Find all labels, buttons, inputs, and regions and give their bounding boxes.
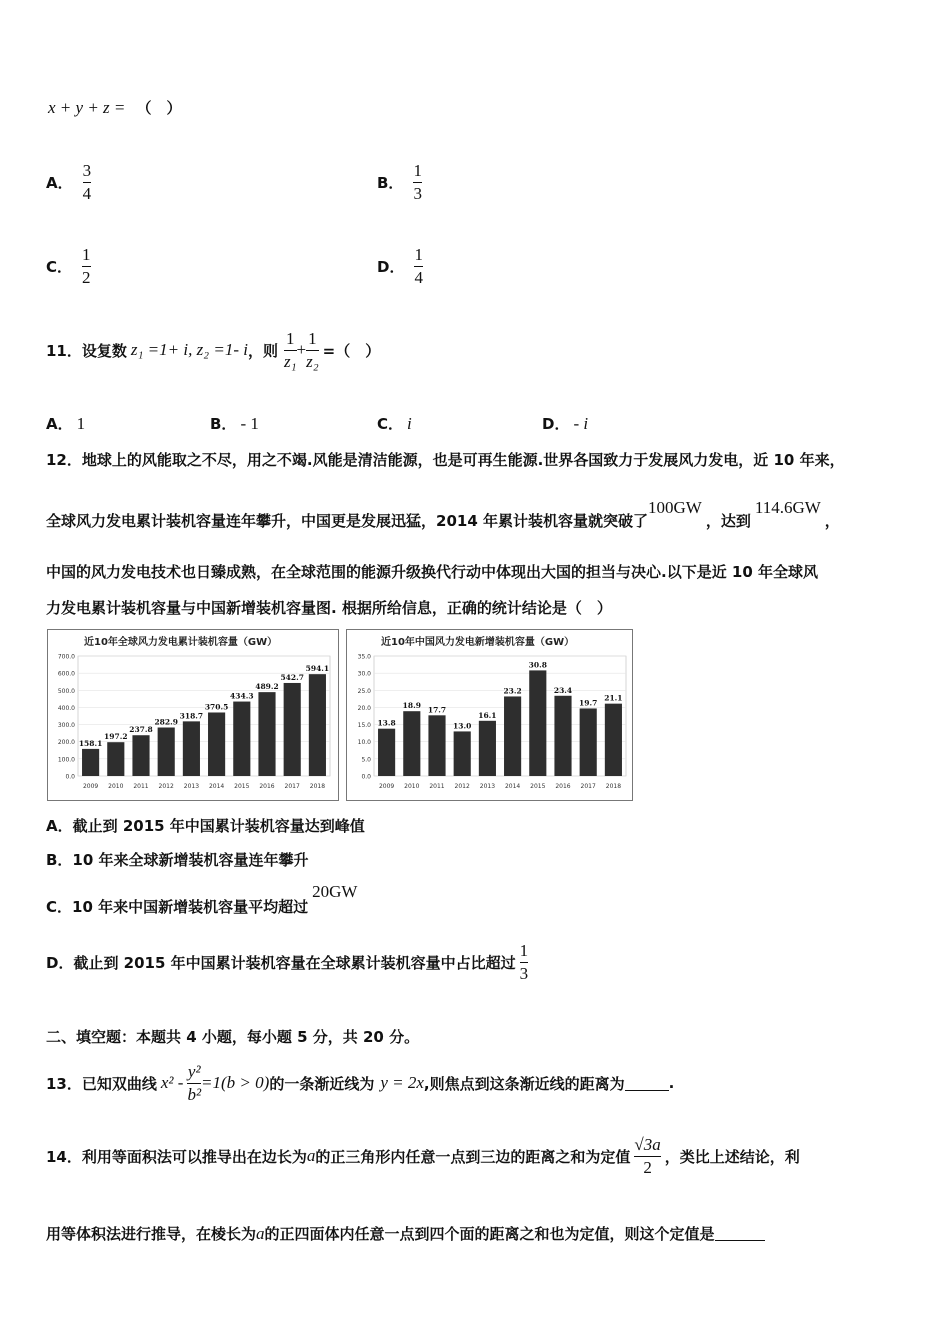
x-tick-label: 2013	[183, 783, 200, 790]
fraction: $\frac{1}{3}$	[413, 161, 422, 203]
chart-china-new-svg	[347, 630, 632, 800]
x-tick-label: 2010	[108, 783, 124, 790]
y-tick-label: 700.0	[57, 653, 75, 661]
q14-line-2: 用等体积法进行推导，在棱长为 a 的正四面体内任意一点到四个面的距离之和也为定值，则这个定值是	[46, 1223, 765, 1244]
q11-stem: 11．设复数 z₁ =1+ i, z₂ =1- i ，则 $\frac{1}{\text{z₁}}$ + $\frac{1}{\text{z₂}}$ =（ ）	[46, 329, 381, 371]
y-tick-label: 500.0	[57, 687, 75, 695]
q10-option-d[interactable]: D． $\frac{1}{4}$	[377, 245, 423, 287]
y-tick-label: 400.0	[57, 704, 75, 712]
bar	[479, 721, 496, 776]
y-tick-label: 300.0	[57, 722, 75, 730]
x-tick-label: 2015	[530, 783, 546, 790]
data-label: 17.7	[427, 705, 447, 715]
bar	[428, 715, 445, 776]
data-label: 594.1	[305, 664, 330, 674]
data-label: 13.0	[453, 721, 472, 731]
q11-option-d[interactable]: D． - i	[542, 414, 589, 433]
x-tick-label: 2017	[284, 783, 300, 790]
y-tick-label: 35.0	[357, 653, 371, 661]
y-tick-label: 25.0	[357, 687, 371, 695]
bar	[529, 670, 546, 776]
q11-option-b[interactable]: B． - 1	[210, 414, 259, 433]
answer-blank[interactable]	[715, 1226, 765, 1241]
bar	[403, 711, 420, 776]
q12-line-2: 全球风力发电累计装机容量连年攀升，中国更是发展迅猛，2014 年累计装机容量就突破了 100GW ，达到 114.6GW ，	[46, 498, 840, 530]
x-tick-label: 2016	[555, 783, 571, 790]
q10-stem: x + y + z = （ ）	[48, 98, 182, 117]
q13-stem: 13．已知双曲线 x² - $\frac{\text{y²}}{\text{b²}}$ =1(b > 0) 的一条渐近线为 y = 2x ,则焦点到这条渐近线的距离为 .	[46, 1062, 675, 1104]
bar	[454, 731, 471, 776]
y-tick-label: 0.0	[65, 773, 75, 781]
bar	[132, 735, 149, 776]
x-tick-label: 2018	[605, 783, 622, 790]
x-tick-label: 2016	[259, 783, 275, 790]
bar	[504, 696, 521, 776]
y-tick-label: 5.0	[361, 756, 371, 764]
x-tick-label: 2011	[133, 783, 149, 790]
x-tick-label: 2014	[208, 783, 225, 790]
data-label: 18.9	[402, 701, 421, 711]
y-tick-label: 20.0	[357, 704, 371, 712]
data-label: 489.2	[255, 682, 279, 692]
y-tick-label: 15.0	[357, 722, 371, 730]
data-label: 23.2	[503, 686, 522, 696]
q11-option-c[interactable]: C． i	[377, 414, 412, 433]
y-tick-label: 200.0	[57, 739, 75, 747]
bar	[183, 721, 200, 776]
data-label: 23.4	[553, 685, 573, 695]
x-tick-label: 2015	[234, 783, 250, 790]
q12-line-1: 12．地球上的风能取之不尽，用之不竭.风能是清洁能源，也是可再生能源.世界各国致力于发展风力发电，近 10 年来，	[46, 451, 845, 469]
q10-option-a[interactable]: A． $\frac{3}{4}$	[46, 161, 92, 203]
q11-option-a[interactable]: A． 1	[46, 414, 86, 433]
data-label: 237.8	[129, 725, 153, 735]
chart-global-cumulative	[47, 629, 339, 801]
fraction: $\frac{√3a}{2}$	[634, 1135, 661, 1177]
bar	[284, 683, 301, 776]
section-heading: 二、填空题：本题共 4 小题，每小题 5 分，共 20 分。	[46, 1028, 420, 1046]
data-label: 16.1	[478, 710, 497, 720]
y-tick-label: 0.0	[361, 773, 371, 781]
bar	[554, 696, 571, 776]
data-label: 19.7	[579, 698, 598, 708]
fraction: $\frac{1}{2}$	[82, 245, 91, 287]
fraction: $\frac{1}{\text{z₂}}$	[306, 329, 319, 371]
chart-title: 近10年中国风力发电新增装机容量（GW）	[381, 637, 575, 648]
q12-option-d[interactable]: D．截止到 2015 年中国累计装机容量在全球累计装机容量中占比超过 $\frac{1}{3}$	[46, 941, 529, 983]
bar	[82, 749, 99, 776]
answer-blank[interactable]	[625, 1076, 669, 1091]
x-tick-label: 2009	[82, 783, 99, 790]
x-tick-label: 2017	[580, 783, 596, 790]
x-tick-label: 2009	[378, 783, 395, 790]
bar	[378, 729, 395, 776]
x-tick-label: 2018	[309, 783, 326, 790]
bar	[309, 674, 326, 776]
data-label: 318.7	[179, 711, 204, 721]
data-label: 30.8	[528, 660, 547, 670]
data-label: 21.1	[604, 693, 623, 703]
bar	[158, 728, 175, 776]
x-tick-label: 2013	[479, 783, 496, 790]
y-tick-label: 100.0	[57, 756, 75, 764]
bar	[107, 742, 124, 776]
q12-option-a[interactable]: A．截止到 2015 年中国累计装机容量达到峰值	[46, 817, 365, 835]
y-tick-label: 30.0	[357, 670, 371, 678]
x-tick-label: 2012	[158, 783, 174, 790]
q10-option-c[interactable]: C． $\frac{1}{2}$	[46, 245, 91, 287]
fraction: $\frac{1}{3}$	[519, 941, 529, 983]
chart-global-cumulative-svg	[48, 630, 338, 800]
data-label: 13.8	[377, 718, 396, 728]
data-label: 282.9	[154, 717, 178, 727]
bar	[258, 692, 275, 776]
q12-line-4: 力发电累计装机容量与中国新增装机容量图. 根据所给信息，正确的统计结论是（ ）	[46, 599, 612, 617]
x-tick-label: 2011	[429, 783, 445, 790]
x-tick-label: 2012	[454, 783, 470, 790]
bar	[580, 708, 597, 776]
chart-china-new	[346, 629, 633, 801]
data-label: 542.7	[280, 672, 304, 682]
x-tick-label: 2010	[404, 783, 420, 790]
fraction: $\frac{1}{4}$	[414, 245, 423, 287]
q12-line-3: 中国的风力发电技术也日臻成熟，在全球范围的能源升级换代行动中体现出大国的担当与决心.以下是近 10 年全球风	[46, 563, 819, 581]
y-tick-label: 10.0	[357, 739, 371, 747]
fraction: $\frac{\text{y²}}{\text{b²}}$	[187, 1062, 202, 1104]
data-label: 197.2	[104, 732, 128, 742]
q12-option-c[interactable]: C．10 年来中国新增装机容量平均超过 20GW	[46, 882, 358, 916]
bar	[233, 702, 250, 776]
q12-option-b[interactable]: B．10 年来全球新增装机容量连年攀升	[46, 851, 309, 869]
q10-option-b[interactable]: B． $\frac{1}{3}$	[377, 161, 422, 203]
fraction: $\frac{1}{\text{z₁}}$	[283, 329, 297, 371]
data-label: 370.5	[204, 702, 229, 712]
bar	[605, 704, 622, 776]
x-tick-label: 2014	[504, 783, 521, 790]
y-tick-label: 600.0	[57, 670, 75, 678]
q14-line-1: 14．利用等面积法可以推导出在边长为 a 的正三角形内任意一点到三边的距离之和为定值 $\frac{√3a}{2}$ ，类比上述结论，利	[46, 1135, 800, 1177]
bar	[208, 712, 225, 776]
chart-title: 近10年全球风力发电累计装机容量（GW）	[84, 637, 278, 648]
data-label: 434.3	[230, 691, 254, 701]
data-label: 158.1	[78, 738, 103, 748]
fraction: $\frac{3}{4}$	[82, 161, 92, 203]
